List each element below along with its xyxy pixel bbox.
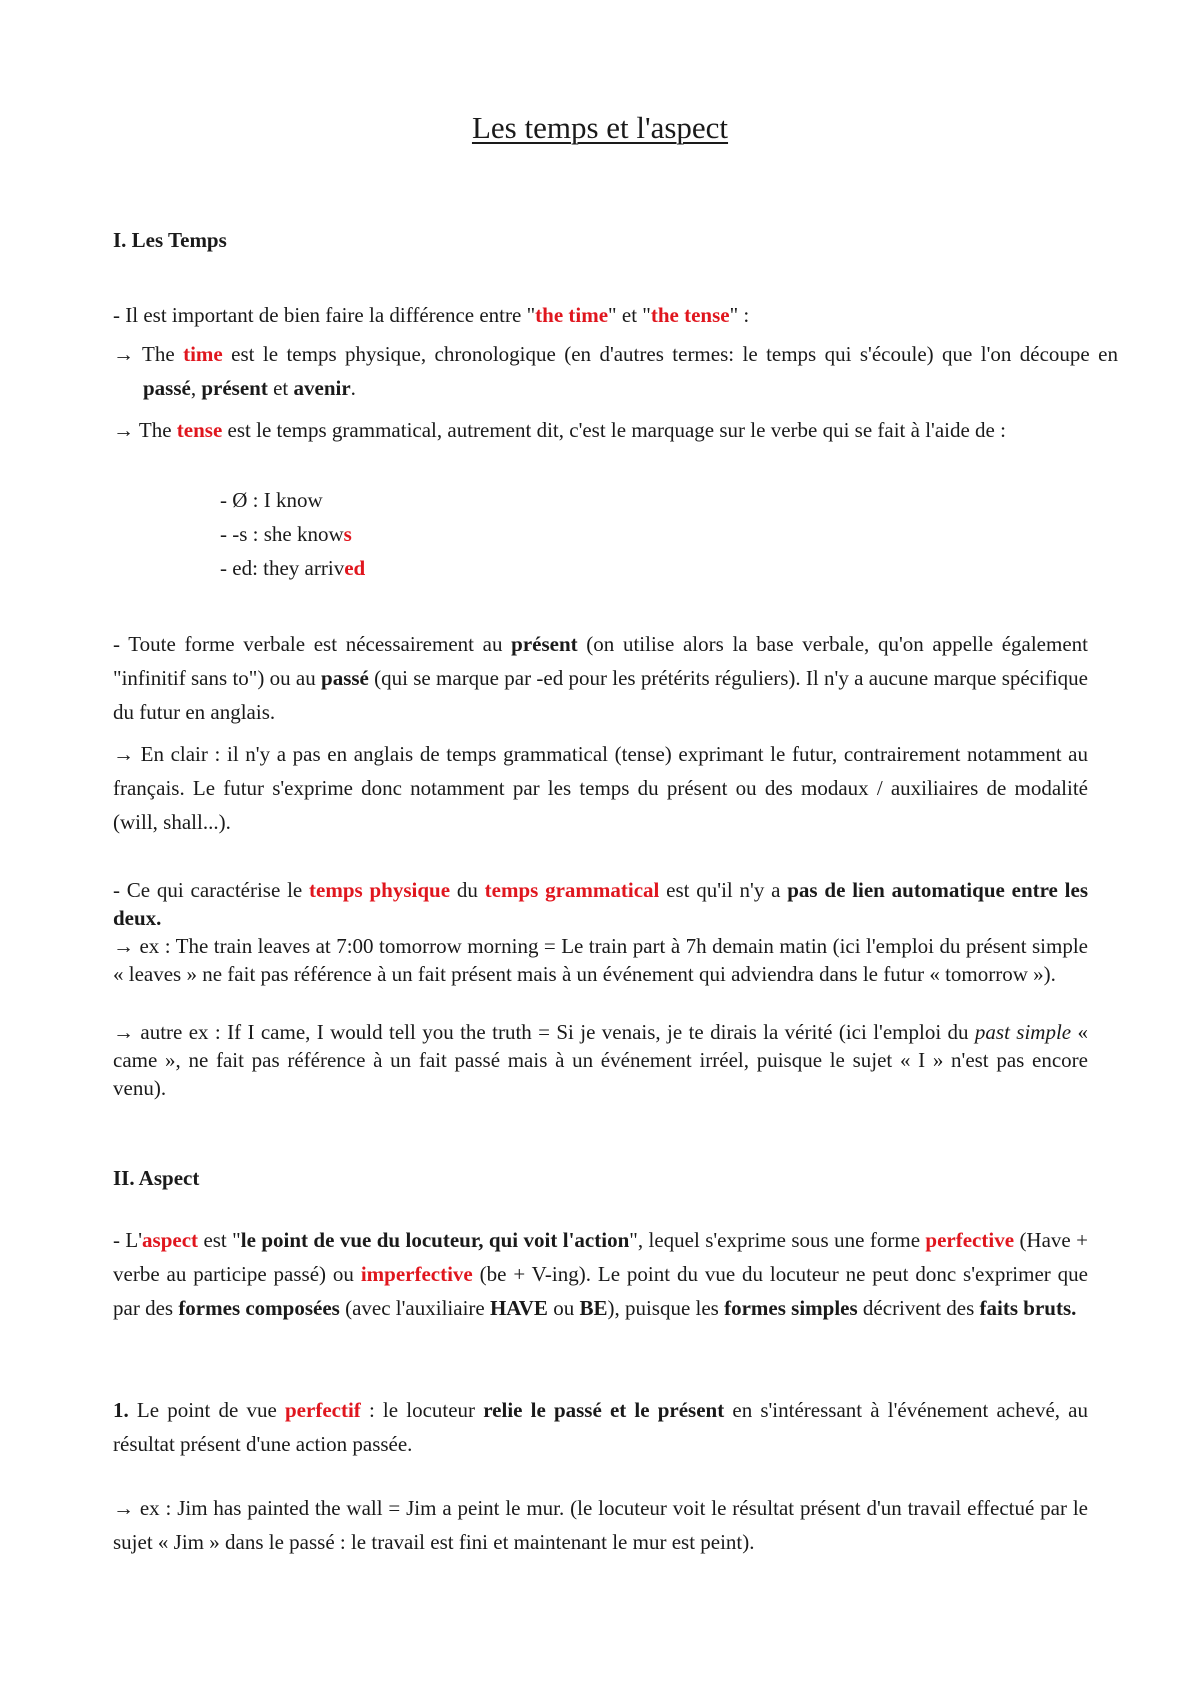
term-the-tense: the tense [650, 303, 730, 327]
list-item: - -s : she knows [220, 522, 352, 546]
paragraph-aspect-definition: - L'aspect est "le point de vue du locuteur, qui voit l'action", lequel s'exprime sous une forme perfective (Have + verbe au participe passé) ou imperfective (be + V-ing). Le point du vue du locuteur ne peut donc s'exprimer que par des formes composées (avec l'auxiliaire HAVE ou BE), puisque les formes simples décrivent des faits bruts. [113, 1228, 1088, 1320]
term-imperfective: imperfective [360, 1262, 473, 1286]
term-temps-grammatical: temps grammatical [484, 878, 660, 902]
paragraph-no-link: - Ce qui caractérise le temps physique du temps grammatical est qu'il n'y a pas de lien automatique entre les deux. [113, 878, 1088, 930]
term-temps-physique: temps physique [309, 878, 451, 902]
document-title: Les temps et l'aspect [471, 110, 729, 145]
term-time: time [183, 342, 223, 366]
term-the-time: the time [535, 303, 609, 327]
term-tense: tense [176, 418, 223, 442]
paragraph-example-2: → autre ex : If I came, I would tell you the truth = Si je venais, je te dirais la vérité (ici l'emploi du past simple « came », ne fait pas référence à un fait passé mais à un événement irréel, puisque le sujet « I » n'est pas encore venu). [113, 1020, 1089, 1100]
list-item: - ed: they arrived [220, 556, 366, 580]
list-item: - Ø : I know [220, 488, 323, 512]
paragraph-time-definition: → The time est le temps physique, chronologique (en d'autres termes: le temps qui s'écoule) que l'on découpe en passé, présent et avenir. [113, 342, 1118, 400]
paragraph-tense-definition: → The tense est le temps grammatical, autrement dit, c'est le marquage sur le verbe qui se fait à l'aide de : [113, 418, 1006, 442]
section-heading-aspect: II. Aspect [113, 1166, 200, 1190]
paragraph-verb-forms: - Toute forme verbale est nécessairement au présent (on utilise alors la base verbale, qu'on appelle également "infinitif sans to") ou au passé (qui se marque par -ed pour les prétérits réguliers). Il n'y a aucune marque spécifique du futur en anglais. [113, 632, 1088, 724]
paragraph-intro: - Il est important de bien faire la différence entre "the time" et "the tense" : [113, 303, 750, 327]
paragraph-example-3: → ex : Jim has painted the wall = Jim a peint le mur. (le locuteur voit le résultat présent d'un travail effectué par le sujet « Jim » dans le passé : le travail est fini et maintenant le mur est peint). [113, 1496, 1088, 1554]
term-perfectif: perfectif [285, 1398, 361, 1422]
term-aspect: aspect [142, 1228, 199, 1252]
section-heading-temps: I. Les Temps [113, 228, 227, 252]
paragraph-example-1: → ex : The train leaves at 7:00 tomorrow morning = Le train part à 7h demain matin (ici l'emploi du présent simple « leaves » ne fait pas référence à un fait présent mais à un événement qui adviendra dans le futur « tomorrow »). [113, 934, 1088, 986]
paragraph-en-clair: → En clair : il n'y a pas en anglais de temps grammatical (tense) exprimant le futur, contrairement notamment au français. Le futur s'exprime donc notamment par les temps du présent ou des modaux / auxiliaires de modalité (will, shall...). [113, 742, 1088, 834]
term-perfective: perfective [925, 1228, 1015, 1252]
paragraph-perfectif: 1. Le point de vue perfectif : le locuteur relie le passé et le présent en s'intéressant à l'événement achevé, au résultat présent d'une action passée. [113, 1398, 1088, 1456]
